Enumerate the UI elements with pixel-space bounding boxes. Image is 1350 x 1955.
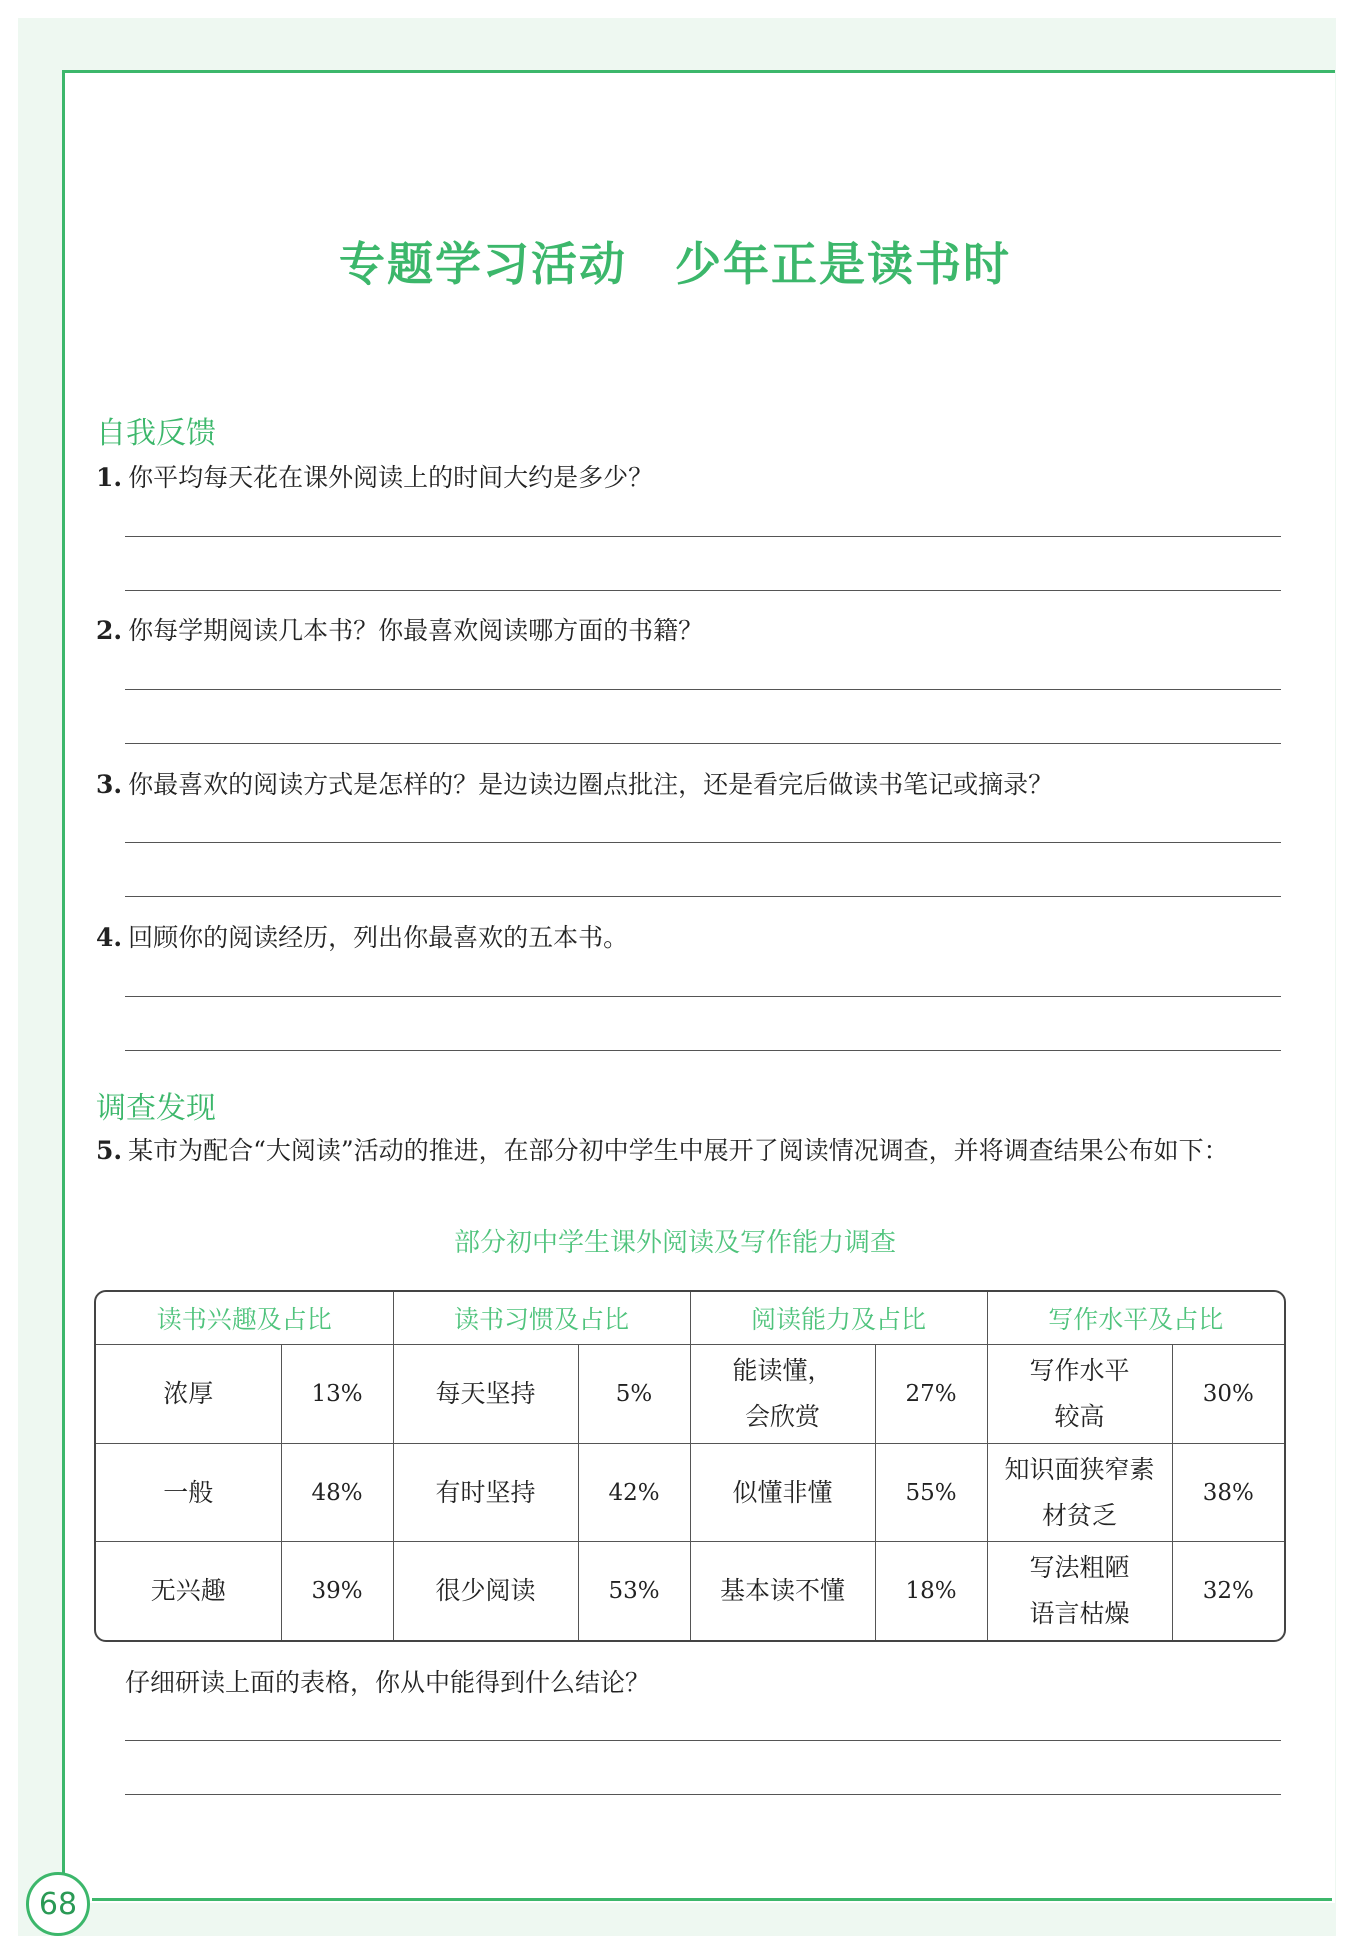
question-number: 5. xyxy=(96,1136,123,1165)
habit-label: 有时坚持 xyxy=(393,1443,578,1542)
writing-label-line: 较高 xyxy=(1054,1401,1105,1431)
question-number: 3. xyxy=(96,770,123,799)
table-row xyxy=(96,1443,1284,1542)
ability-label: 似懂非懂 xyxy=(690,1443,875,1542)
question-number: 4. xyxy=(96,923,123,952)
answer-line[interactable] xyxy=(125,1794,1281,1795)
writing-percent: 32% xyxy=(1202,1578,1254,1605)
answer-line[interactable] xyxy=(125,1050,1281,1051)
writing-label-line: 材贫乏 xyxy=(1042,1500,1118,1530)
column-header: 读书兴趣及占比 xyxy=(96,1292,393,1345)
question-text: 回顾你的阅读经历，列出你最喜欢的五本书。 xyxy=(128,923,629,952)
question-number: 1. xyxy=(96,463,123,492)
table-row xyxy=(96,1345,1284,1444)
habit-percent: 42% xyxy=(578,1443,690,1542)
habit-label: 很少阅读 xyxy=(393,1542,578,1640)
answer-line[interactable] xyxy=(125,536,1281,537)
question-text: 某市为配合“大阅读”活动的推进，在部分初中学生中展开了阅读情况调查，并将调查结果公布如下： xyxy=(128,1136,1229,1165)
interest-percent: 13% xyxy=(281,1345,393,1444)
ability-label-line: 能读懂， xyxy=(732,1355,833,1385)
answer-line[interactable] xyxy=(125,743,1281,744)
question-5 xyxy=(96,1128,1313,1173)
ability-percent: 27% xyxy=(875,1345,987,1444)
writing-label xyxy=(987,1542,1172,1640)
table-row xyxy=(96,1542,1284,1640)
ability-label xyxy=(690,1345,875,1444)
table-caption: 部分初中学生课外阅读及写作能力调查 xyxy=(453,1228,896,1258)
survey-table xyxy=(94,1290,1286,1642)
answer-line[interactable] xyxy=(125,1740,1281,1741)
ability-label: 基本读不懂 xyxy=(690,1542,875,1640)
writing-percent: 38% xyxy=(1172,1443,1284,1542)
habit-percent: 53% xyxy=(578,1542,690,1640)
writing-label xyxy=(987,1345,1172,1444)
column-header: 写作水平及占比 xyxy=(987,1292,1284,1345)
writing-label-line: 写作水平 xyxy=(1029,1355,1130,1385)
question-text: 你每学期阅读几本书？你最喜欢阅读哪方面的书籍？ xyxy=(128,616,704,645)
writing-label-line: 知识面狭窄素 xyxy=(1004,1454,1155,1484)
section-heading-survey: 调查发现 xyxy=(96,1091,216,1126)
interest-percent: 48% xyxy=(281,1443,393,1542)
interest-label: 一般 xyxy=(96,1443,281,1542)
interest-percent: 39% xyxy=(281,1542,393,1640)
writing-percent: 30% xyxy=(1172,1345,1284,1444)
question-text: 你最喜欢的阅读方式是怎样的？是边读边圈点批注，还是看完后做读书笔记或摘录？ xyxy=(128,770,1054,799)
habit-label: 每天坚持 xyxy=(393,1345,578,1444)
question-2 xyxy=(96,608,1281,653)
answer-line[interactable] xyxy=(125,689,1281,690)
writing-label-line: 写法粗陋 xyxy=(1029,1553,1130,1583)
page-number: 68 xyxy=(26,1872,90,1936)
question-1 xyxy=(96,455,1281,500)
interest-label: 无兴趣 xyxy=(96,1542,281,1640)
section-heading-feedback: 自我反馈 xyxy=(96,416,216,451)
column-header: 阅读能力及占比 xyxy=(690,1292,987,1345)
question-number: 2. xyxy=(96,616,123,645)
habit-percent: 5% xyxy=(578,1345,690,1444)
answer-line[interactable] xyxy=(125,590,1281,591)
ability-percent: 55% xyxy=(875,1443,987,1542)
question-3 xyxy=(96,762,1281,807)
question-text: 你平均每天花在课外阅读上的时间大约是多少？ xyxy=(128,463,654,492)
answer-line[interactable] xyxy=(125,896,1281,897)
answer-line[interactable] xyxy=(125,996,1281,997)
answer-line[interactable] xyxy=(125,842,1281,843)
page-title: 专题学习活动 少年正是读书时 xyxy=(339,237,1011,291)
writing-label-line: 语言枯燥 xyxy=(1029,1599,1130,1629)
ability-label-line: 会欣赏 xyxy=(745,1401,821,1431)
interest-label: 浓厚 xyxy=(96,1345,281,1444)
question-4 xyxy=(96,915,1281,960)
footer-rule xyxy=(92,1898,1332,1901)
table-header-row xyxy=(96,1292,1284,1345)
column-header: 读书习惯及占比 xyxy=(393,1292,690,1345)
ability-percent: 18% xyxy=(875,1542,987,1640)
writing-label xyxy=(987,1443,1172,1542)
conclusion-prompt: 仔细研读上面的表格，你从中能得到什么结论？ xyxy=(125,1668,651,1697)
